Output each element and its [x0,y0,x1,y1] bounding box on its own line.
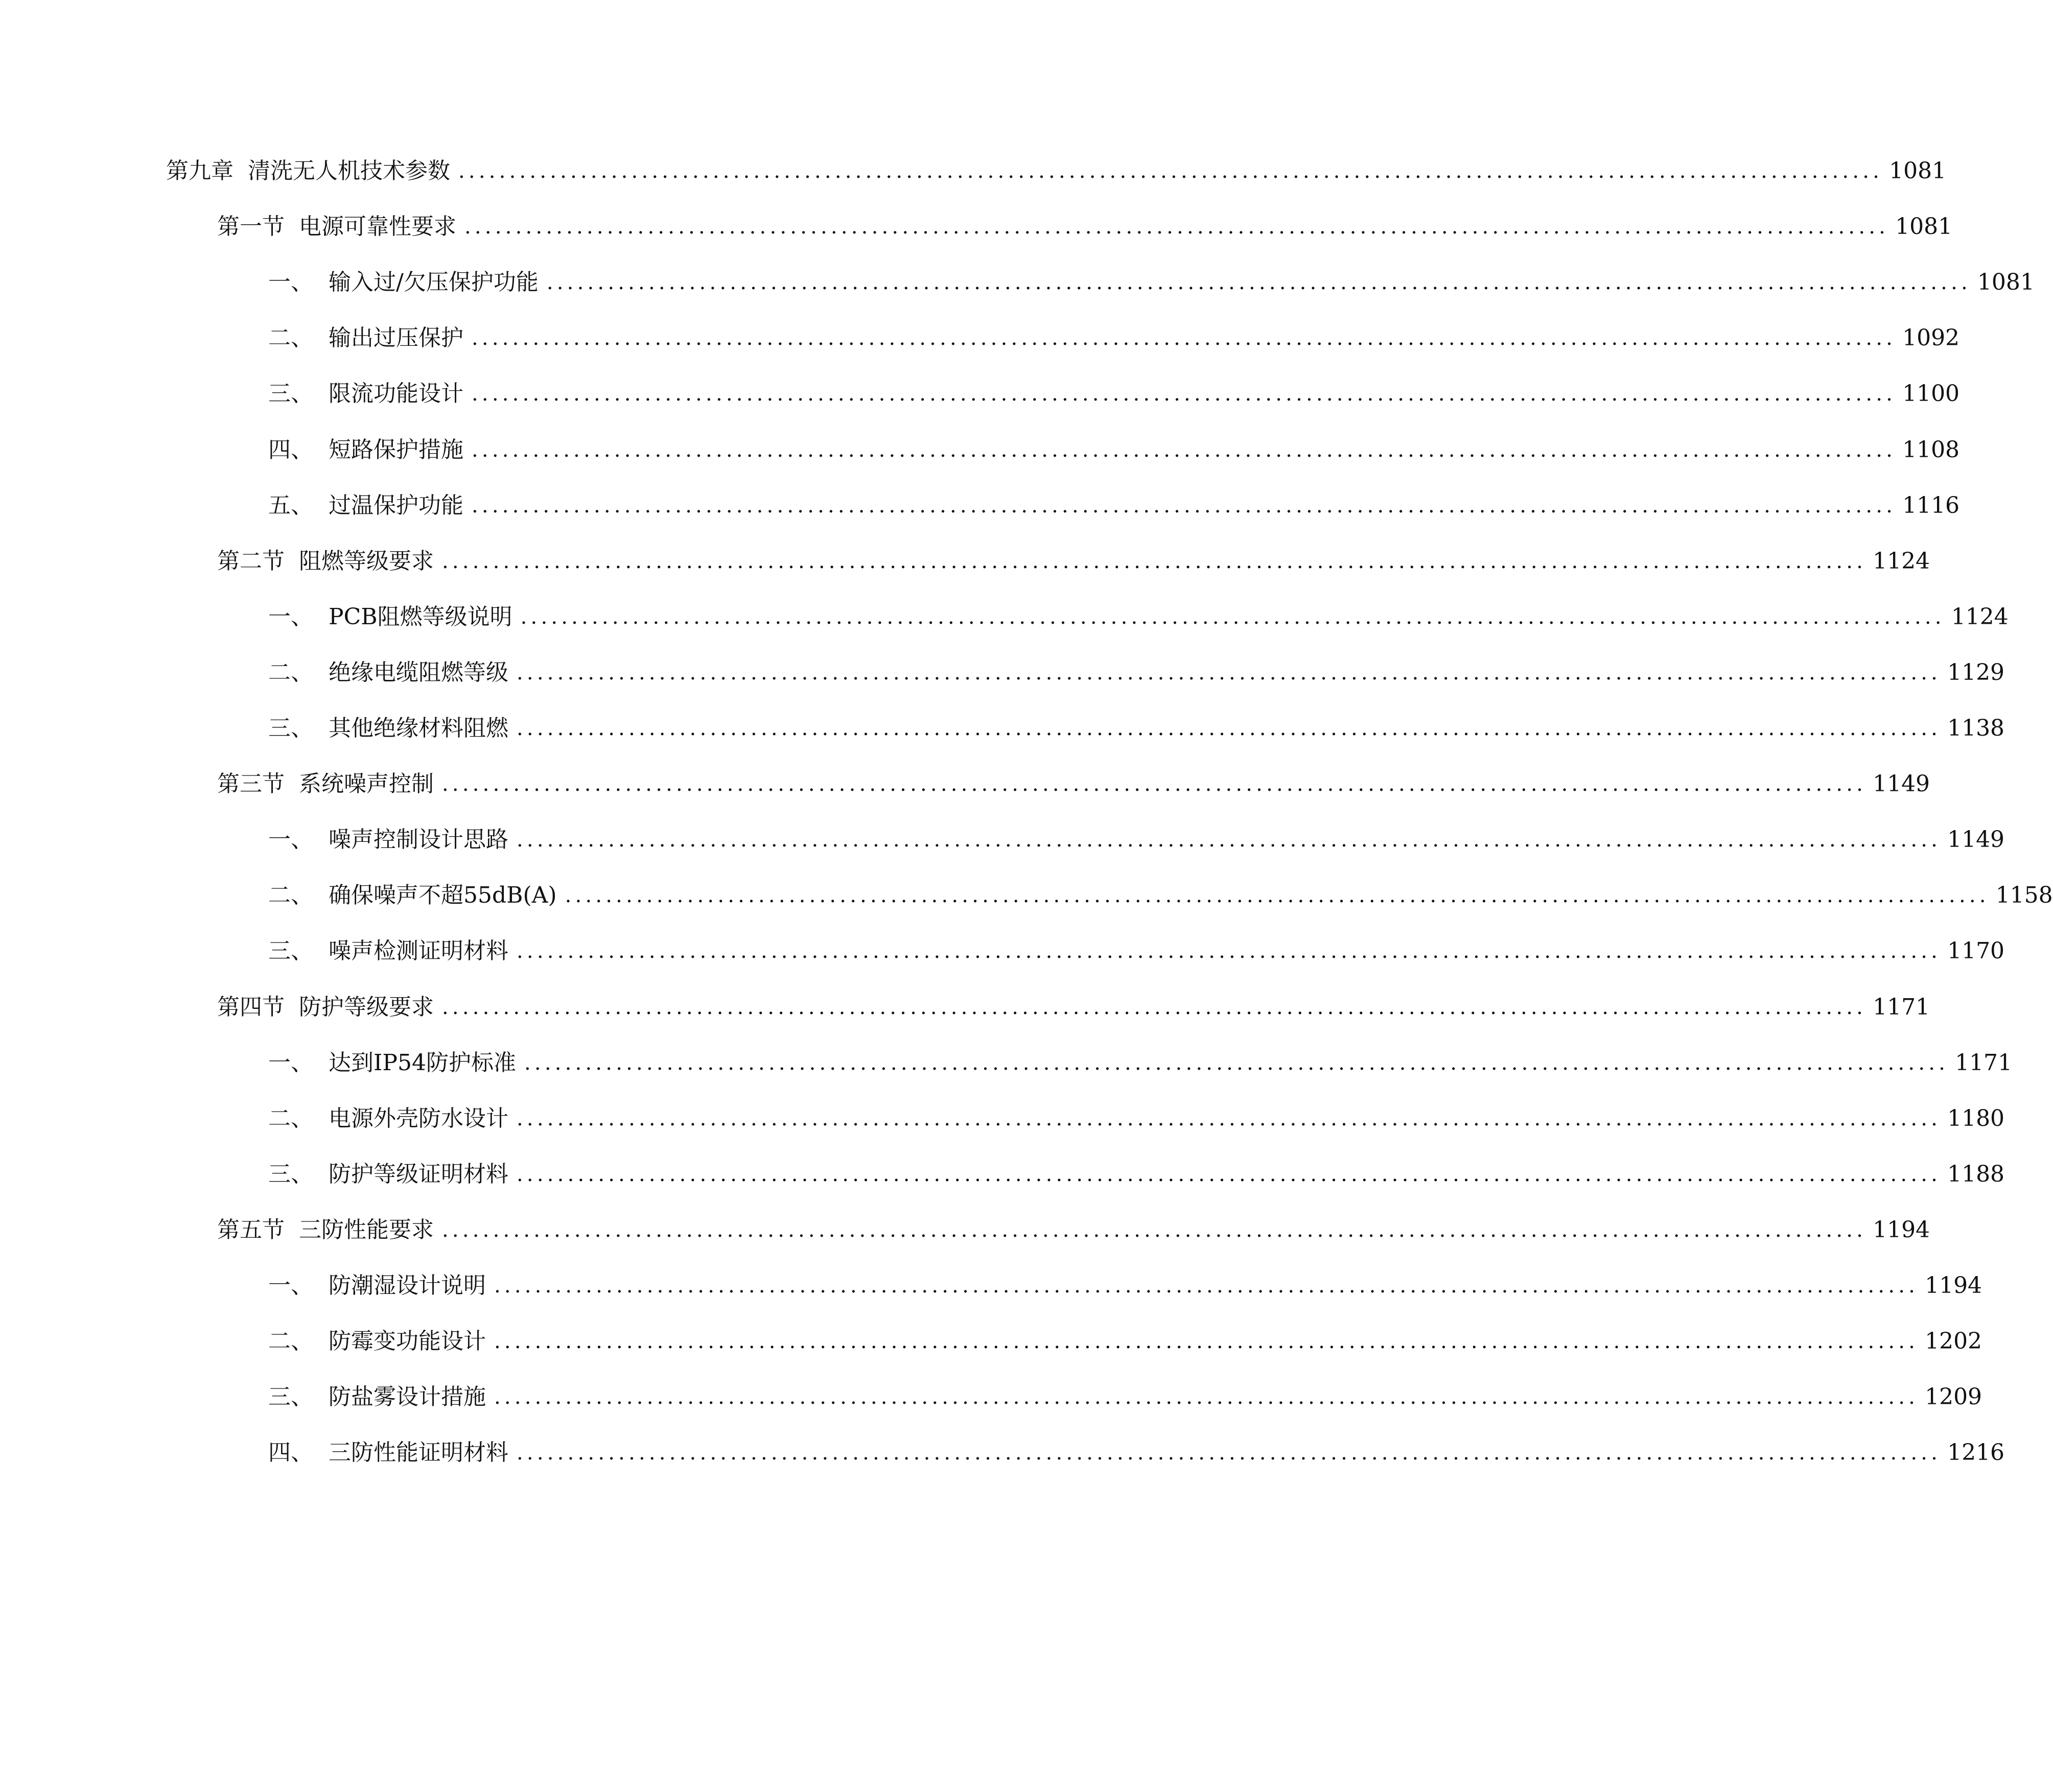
toc-page-number: 1124 [1873,548,1930,574]
dot-leader: ............................................................................................................................................ [494,1330,1919,1354]
toc-entry-number: 第四节 [217,994,285,1020]
toc-page-number: 1116 [1902,492,1960,518]
dot-leader: ............................................................................................................................................ [464,215,1889,239]
toc-page-number: 1124 [1951,603,2009,630]
toc-entry-title: 电源可靠性要求 [299,214,456,240]
dot-leader: ............................................................................................................................................ [517,1106,1942,1130]
toc-entry-number: 第二节 [217,548,285,574]
toc-subsection-entry[interactable] [268,880,2053,911]
dot-leader: ............................................................................................................................................ [472,493,1897,517]
toc-entry-number: 三、 [268,1384,313,1410]
toc-subsection-entry[interactable] [268,490,1960,521]
toc-entry-title: 限流功能设计 [329,381,463,407]
toc-section-entry[interactable] [217,1215,1930,1245]
dot-leader: ............................................................................................................................................ [517,717,1942,740]
toc-entry-title: 阻燃等级要求 [299,548,434,574]
toc-entry-title: 防潮湿设计说明 [329,1272,486,1299]
toc-entry-number: 二、 [268,1328,313,1355]
toc-entry-number: 二、 [268,882,313,909]
toc-entry-title: 达到IP54防护标准 [329,1049,516,1076]
toc-page-number: 1092 [1902,325,1960,351]
toc-entry-title: 三防性能证明材料 [329,1440,508,1466]
toc-page-number: 1202 [1925,1328,1982,1355]
toc-section-entry[interactable] [217,769,1930,799]
toc-entry-title: 防护等级证明材料 [329,1161,508,1187]
toc-page-number: 1209 [1925,1384,1982,1410]
toc-entry-number: 第三节 [217,771,285,797]
toc-entry-number: 三、 [268,1161,313,1187]
toc-entry-number: 第一节 [217,214,285,240]
toc-entry-number: 四、 [268,436,313,463]
dot-leader: ............................................................................................................................................ [458,159,1883,183]
toc-entry-title: 输入过/欠压保护功能 [329,269,539,296]
dot-leader: ............................................................................................................................................ [565,884,1990,908]
toc-page-number: 1100 [1902,381,1960,407]
dot-leader: ............................................................................................................................................ [494,1385,1919,1409]
toc-page-number: 1188 [1947,1161,2005,1187]
toc-entry-number: 五、 [268,492,313,518]
toc-entry-number: 四、 [268,1440,313,1466]
toc-page-number: 1081 [1895,214,1953,240]
toc-page-number: 1149 [1947,827,2005,853]
toc-entry-title: 防霉变功能设计 [329,1328,486,1355]
toc-entry-number: 三、 [268,381,313,407]
dot-leader: ............................................................................................................................................ [442,549,1867,573]
dot-leader: ............................................................................................................................................ [494,1274,1919,1298]
toc-entry-number: 一、 [268,269,313,296]
toc-entry-number: 二、 [268,1105,313,1131]
toc-subsection-entry[interactable] [268,267,2035,298]
toc-entry-title: 系统噪声控制 [299,771,434,797]
toc-entry-title: 短路保护措施 [329,436,463,463]
toc-page-number: 1180 [1947,1105,2005,1131]
toc-entry-title: 防盐雾设计措施 [329,1384,486,1410]
toc-page-number: 1194 [1925,1272,1982,1299]
dot-leader: ............................................................................................................................................ [472,382,1897,406]
toc-entry-title: 过温保护功能 [329,492,463,518]
toc-subsection-entry[interactable] [268,824,2005,855]
dot-leader: ............................................................................................................................................ [546,271,1971,295]
dot-leader: ............................................................................................................................................ [517,1441,1942,1465]
toc-section-entry[interactable] [217,211,1953,242]
toc-page-number: 1149 [1873,771,1930,797]
toc-section-entry[interactable] [217,992,1930,1023]
dot-leader: ............................................................................................................................................ [442,772,1867,796]
dot-leader: ............................................................................................................................................ [517,828,1942,852]
toc-entry-number: 第九章 [166,158,234,184]
toc-entry-title: 电源外壳防水设计 [329,1105,508,1131]
toc-page-number: 1216 [1947,1440,2005,1466]
toc-subsection-entry[interactable] [268,1270,1982,1301]
toc-entry-number: 二、 [268,659,313,686]
toc-page-number: 1138 [1947,715,2005,741]
dot-leader: ............................................................................................................................................ [472,326,1897,350]
toc-entry-title: PCB阻燃等级说明 [329,603,512,630]
toc-entry-number: 一、 [268,1272,313,1299]
toc-subsection-entry[interactable] [268,1437,2005,1468]
toc-page-number: 1129 [1947,659,2005,686]
dot-leader: ............................................................................................................................................ [472,438,1897,462]
toc-page-number: 1081 [1889,158,1947,184]
toc-entry-number: 三、 [268,938,313,964]
toc-subsection-entry[interactable] [268,936,2005,966]
toc-entry-number: 三、 [268,715,313,741]
toc-page-number: 1081 [1977,269,2035,296]
toc-entry-title: 绝缘电缆阻燃等级 [329,659,508,686]
toc-subsection-entry[interactable] [268,713,2005,744]
toc-subsection-entry[interactable] [268,602,2009,632]
dot-leader: ............................................................................................................................................ [442,1218,1867,1242]
toc-page-number: 1171 [1873,994,1930,1020]
toc-entry-number: 一、 [268,827,313,853]
toc-subsection-entry[interactable] [268,1048,2013,1078]
toc-chapter-entry[interactable] [166,156,1947,186]
toc-subsection-entry[interactable] [268,323,1960,353]
toc-subsection-entry[interactable] [268,1326,1982,1357]
toc-entry-title: 清洗无人机技术参数 [248,158,450,184]
toc-entry-title: 防护等级要求 [299,994,434,1020]
toc-subsection-entry[interactable] [268,1382,1982,1412]
toc-entry-number: 一、 [268,1049,313,1076]
toc-page-number: 1108 [1902,436,1960,463]
toc-entry-title: 噪声检测证明材料 [329,938,508,964]
dot-leader: ............................................................................................................................................ [442,995,1867,1019]
dot-leader: ............................................................................................................................................ [517,939,1942,963]
toc-page-number: 1194 [1873,1216,1930,1243]
dot-leader: ............................................................................................................................................ [517,1162,1942,1186]
toc-entry-title: 三防性能要求 [299,1216,434,1243]
dot-leader: ............................................................................................................................................ [524,1051,1949,1075]
toc-entry-number: 二、 [268,325,313,351]
toc-entry-title: 其他绝缘材料阻燃 [329,715,508,741]
toc-entry-number: 第五节 [217,1216,285,1243]
toc-page-number: 1158 [1995,882,2053,909]
toc-entry-title: 噪声控制设计思路 [329,827,508,853]
toc-page-number: 1170 [1947,938,2005,964]
toc-page-number: 1171 [1955,1049,2013,1076]
toc-subsection-entry[interactable] [268,657,2005,688]
dot-leader: ............................................................................................................................................ [517,661,1942,685]
dot-leader: ............................................................................................................................................ [520,605,1945,629]
toc-subsection-entry[interactable] [268,379,1960,409]
toc-subsection-entry[interactable] [268,435,1960,465]
toc-entry-title: 输出过压保护 [329,325,463,351]
toc-entry-title: 确保噪声不超55dB(A) [329,882,557,909]
toc-subsection-entry[interactable] [268,1159,2005,1190]
toc-entry-number: 一、 [268,603,313,630]
toc-subsection-entry[interactable] [268,1103,2005,1134]
toc-section-entry[interactable] [217,546,1930,577]
